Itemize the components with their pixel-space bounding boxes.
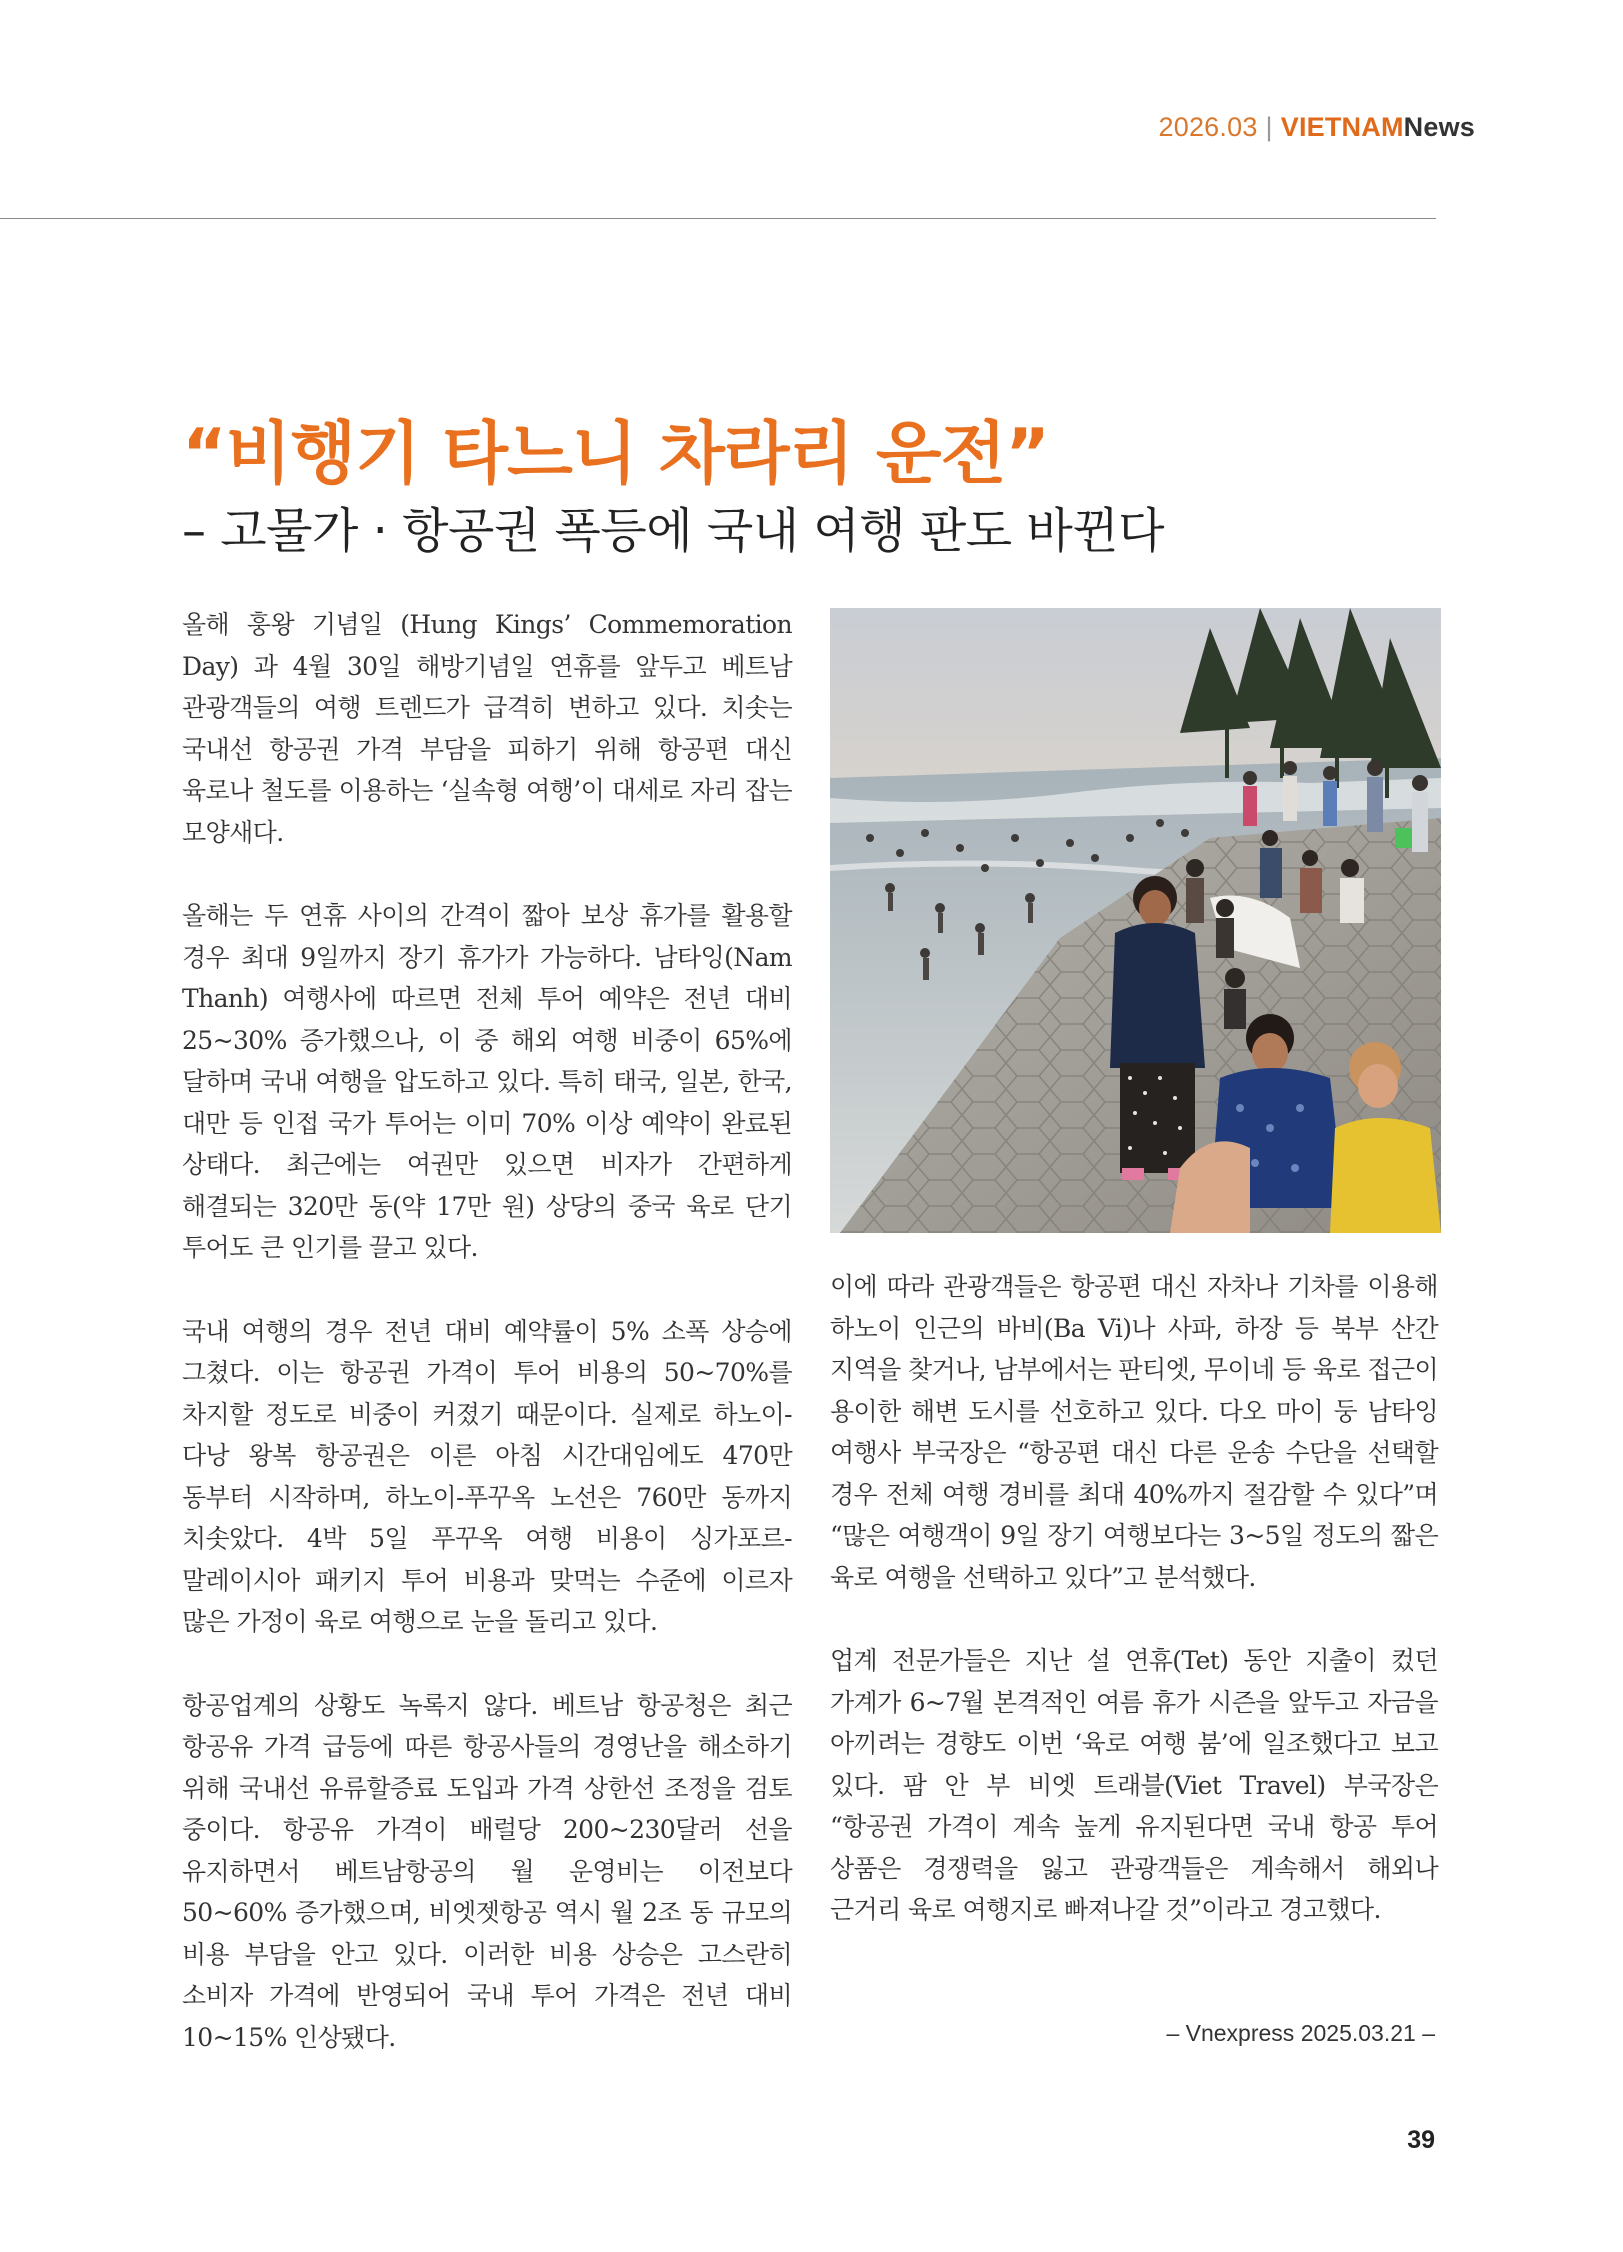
paragraph: 항공업계의 상황도 녹록지 않다. 베트남 항공청은 최근 항공유 가격 급등에 따른 항공사들의 경영난을 해소하기 위해 국내선 유류할증료 도입과 가격 상한선 조정을 검토 중이다. 항공유 가격이 배럴당 200~230달러 선을 유지하면서 베트남항공의 월 운영비는 이전보다 50~60% 증가했으며, 비엣젯항공 역시 월 2조 동 규모의 비용 부담을 안고 있다. 이러한 비용 상승은 고스란히 소비자 가격에 반영되어 국내 투어 가격은 전년 대비 10~15% 인상됐다. — [182, 1690, 792, 2052]
brand-name-rest: News — [1403, 112, 1475, 142]
header-divider — [0, 218, 1436, 219]
page-header — [1159, 112, 1475, 143]
paragraph: 국내 여행의 경우 전년 대비 예약률이 5% 소폭 상승에 그쳤다. 이는 항공권 가격이 투어 비용의 50~70%를 차지할 정도로 비중이 커졌기 때문이다. 실제로 하노이-다낭 왕복 항공권은 이른 아침 시간대임에도 470만 동부터 시작하며, 하노이-푸꾸옥 노선은 760만 동까지 치솟았다. 4박 5일 푸꾸옥 여행 비용이 싱가포르-말레이시아 패키지 투어 비용과 맞먹는 수준에 이르자 많은 가정이 육로 여행으로 눈을 돌리고 있다. — [182, 1316, 792, 1636]
right-column — [830, 1266, 1438, 1973]
article-title: “비행기 타느니 차라리 운전” — [182, 415, 1049, 494]
source-credit: – Vnexpress 2025.03.21 – — [1166, 2020, 1435, 2046]
issue-date: 2026.03 — [1158, 112, 1258, 142]
paragraph: 이에 따라 관광객들은 항공편 대신 자차나 기차를 이용해 하노이 인근의 바비(Ba Vi)나 사파, 하장 등 북부 산간 지역을 찾거나, 남부에서는 판티엣, 무이네 등 육로 접근이 용이한 해변 도시를 선호하고 있다. 다오 마이 둥 남타잉 여행사 부국장은 “항공편 대신 다른 운송 수단을 선택할 경우 전체 여행 경비를 최대 40%까지 절감할 수 있다”며 “많은 여행객이 9일 장기 여행보다는 3~5일 정도의 짧은 육로 여행을 선택하고 있다”고 분석했다. — [830, 1272, 1438, 1592]
brand-name-bold: VIETNAM — [1280, 112, 1404, 142]
paragraph: 올해 훙왕 기념일 (Hung Kings’ Commemoration Day) 과 4월 30일 해방기념일 연휴를 앞두고 베트남 관광객들의 여행 트렌드가 급격히 변하고 있다. 치솟는 국내선 항공권 가격 부담을 피하기 위해 항공편 대신 육로나 철도를 이용하는 ‘실속형 여행’이 대세로 자리 잡는 모양새다. — [182, 610, 792, 847]
header-separator: | — [1265, 112, 1273, 142]
left-column — [182, 604, 792, 2100]
photo-illustration — [830, 608, 1441, 1233]
beach-crowd-photo — [830, 608, 1441, 1233]
paragraph: 업계 전문가들은 지난 설 연휴(Tet) 동안 지출이 컸던 가계가 6~7월 본격적인 여름 휴가 시즌을 앞두고 자금을 아끼려는 경향도 이번 ‘육로 여행 붐’에 일조했다고 보고 있다. 팜 안 부 비엣 트래블(Viet Travel) 부국장은 “항공권 가격이 계속 높게 유지된다면 국내 항공 투어 상품은 경쟁력을 잃고 관광객들은 계속해서 해외나 근거리 육로 여행지로 빠져나갈 것”이라고 경고했다. — [830, 1646, 1438, 1924]
article-subtitle: – 고물가 · 항공권 폭등에 국내 여행 판도 바뀐다 — [182, 503, 1164, 559]
page-number: 39 — [1407, 2126, 1435, 2154]
paragraph: 올해는 두 연휴 사이의 간격이 짧아 보상 휴가를 활용할 경우 최대 9일까지 장기 휴가가 가능하다. 남타잉(Nam Thanh) 여행사에 따르면 전체 투어 예약은 전년 대비 25~30% 증가했으나, 이 중 해외 여행 비중이 65%에 달하며 국내 여행을 압도하고 있다. 특히 태국, 일본, 한국, 대만 등 인접 국가 투어는 이미 70% 이상 예약이 완료된 상태다. 최근에는 여권만 있으면 비자가 간편하게 해결되는 320만 동(약 17만 원) 상당의 중국 육로 단기 투어도 큰 인기를 끌고 있다. — [182, 901, 792, 1262]
